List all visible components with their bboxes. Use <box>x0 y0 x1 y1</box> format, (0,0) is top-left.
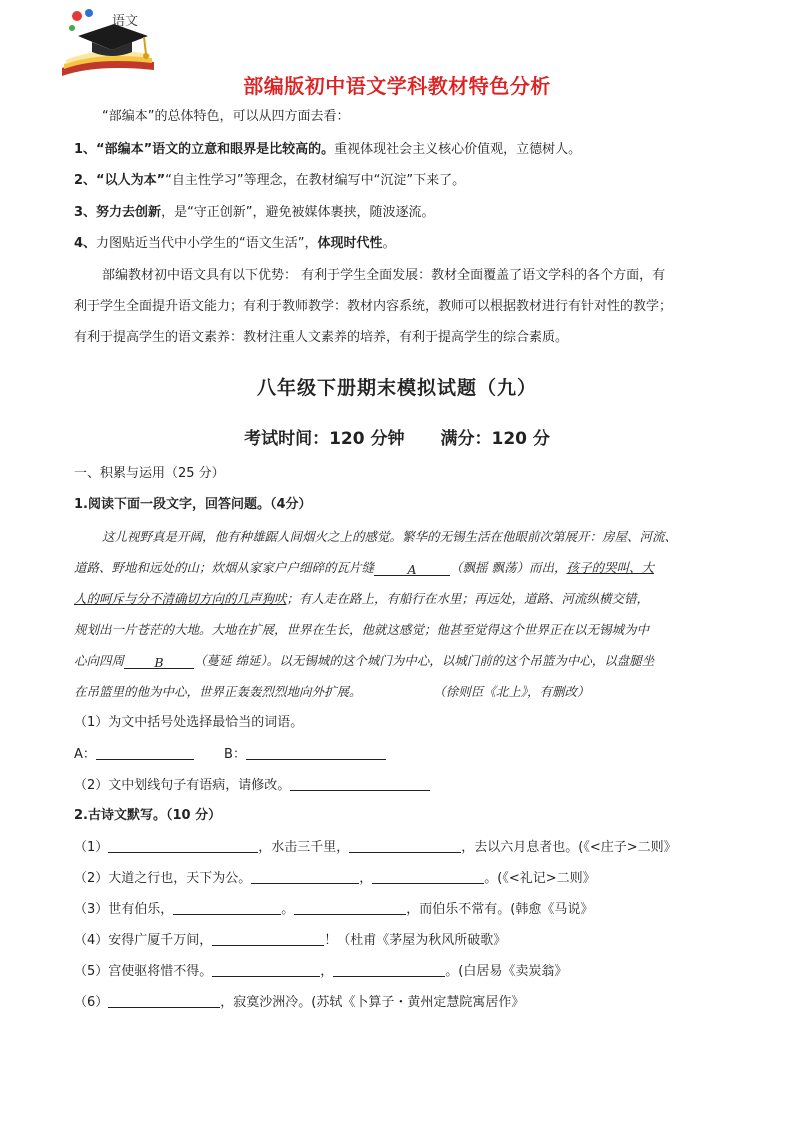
passage-line-5: 心向四周 B （蔓延 绵延）。以无锡城的这个城门为中心，以城门前的这个吊篮为中心，以盘腿坐 <box>74 653 655 670</box>
poem-line-1: （1） ，水击三千里， ，去以六月息者也。(《<庄子>二则》 <box>74 840 677 855</box>
q1-heading: 1.阅读下面一段文字，回答问题。（4分） <box>74 497 312 512</box>
passage-line-3: 人的呵斥与分不清确切方向的几声狗吠；有人走在路上，有船行在水里；再远处，道路、河流纵横交错， <box>74 591 650 606</box>
intro-item-3: 3、努力去创新，是“守正创新”，避免被媒体裹挟，随波逐流。 <box>74 205 435 220</box>
graduation-cap-books-logo-icon <box>56 6 160 80</box>
poem-blank-2b[interactable] <box>372 870 484 884</box>
q1-sub1-answers: A： B： <box>74 746 386 763</box>
exam-title: 八年级下册期末模拟试题（九） <box>256 377 537 399</box>
poem-line-6: （6） ，寂寞沙洲冷。(苏轼《卜算子・黄州定慧院寓居作》 <box>74 995 525 1010</box>
answer-a-field[interactable] <box>96 746 194 760</box>
advantage-line-1: 部编教材初中语文具有以下优势： 有利于学生全面发展：教材全面覆盖了语文学科的各个方面，有 <box>102 268 666 283</box>
q2-heading: 2.古诗文默写。（10 分） <box>74 808 222 823</box>
passage-line-1: 这儿视野真是开阔，他有种雄踞人间烟火之上的感觉。繁华的无锡生活在他眼前次第展开：房屋、河流、 <box>102 529 678 544</box>
intro-lead: “部编本”的总体特色，可以从四方面去看： <box>102 109 350 124</box>
intro-item-4: 4、力图贴近当代中小学生的“语文生活”，体现时代性。 <box>74 236 396 251</box>
passage-line-2: 道路、野地和远处的山；炊烟从家家户户细碎的瓦片缝 A （飘摇 飘荡）而出，孩子的哭叫、大 <box>74 560 655 577</box>
section-heading: 一、积累与运用（25 分） <box>74 466 225 481</box>
advantage-line-3: 有利于提高学生的语文素养：教材注重人文素养的培养，有利于提高学生的综合素质。 <box>74 330 569 345</box>
answer-b-field[interactable] <box>246 746 386 760</box>
poem-blank-1a[interactable] <box>108 839 258 853</box>
poem-blank-3b[interactable] <box>294 901 406 915</box>
answer-correction-field[interactable] <box>290 777 430 791</box>
poem-line-4: （4）安得广厦千万间， ！（杜甫《茅屋为秋风所破歌》 <box>74 933 507 948</box>
passage-line-4: 规划出一片苍茫的大地。大地在扩展，世界在生长，他就这感觉；他甚至觉得这个世界正在以无锡城为中 <box>74 622 650 637</box>
poem-blank-1b[interactable] <box>349 839 461 853</box>
logo-text: 语文 <box>112 14 139 29</box>
poem-blank-3a[interactable] <box>173 901 281 915</box>
blank-b[interactable]: B <box>124 655 194 669</box>
poem-line-5: （5）宫使驱将惜不得。 ， 。(白居易《卖炭翁》 <box>74 964 568 979</box>
poem-blank-5b[interactable] <box>333 963 445 977</box>
q1-sub1: （1）为文中括号处选择最恰当的词语。 <box>74 715 304 730</box>
intro-item-2: 2、“以人为本”“自主性学习”等理念，在教材编写中“沉淀”下来了。 <box>74 173 466 188</box>
exam-time: 考试时间：120 分钟 <box>244 429 405 449</box>
exam-info <box>0 424 794 449</box>
poem-line-3: （3）世有伯乐， 。 ，而伯乐不常有。(韩愈《马说》 <box>74 902 594 917</box>
exam-score: 满分：120 分 <box>440 429 550 449</box>
page-title: 部编版初中语文学科教材特色分析 <box>243 74 551 98</box>
poem-blank-5a[interactable] <box>212 963 320 977</box>
poem-blank-6[interactable] <box>108 994 220 1008</box>
passage-line-6: 在吊篮里的他为中心，世界正轰轰烈烈地向外扩展。 （徐则臣《北上》，有删改） <box>74 684 590 699</box>
poem-line-2: （2）大道之行也，天下为公。 ， 。(《<礼记>二则》 <box>74 871 596 886</box>
poem-blank-2a[interactable] <box>251 870 359 884</box>
advantage-line-2: 利于学生全面提升语文能力；有利于教师教学：教材内容系统，教师可以根据教材进行有针对性的教学； <box>74 299 673 314</box>
blank-a[interactable]: A <box>374 562 450 576</box>
q1-sub2: （2）文中划线句子有语病，请修改。 <box>74 777 430 794</box>
intro-item-1: 1、“部编本”语文的立意和眼界是比较高的。重视体现社会主义核心价值观，立德树人。 <box>74 142 582 157</box>
poem-blank-4[interactable] <box>212 932 324 946</box>
